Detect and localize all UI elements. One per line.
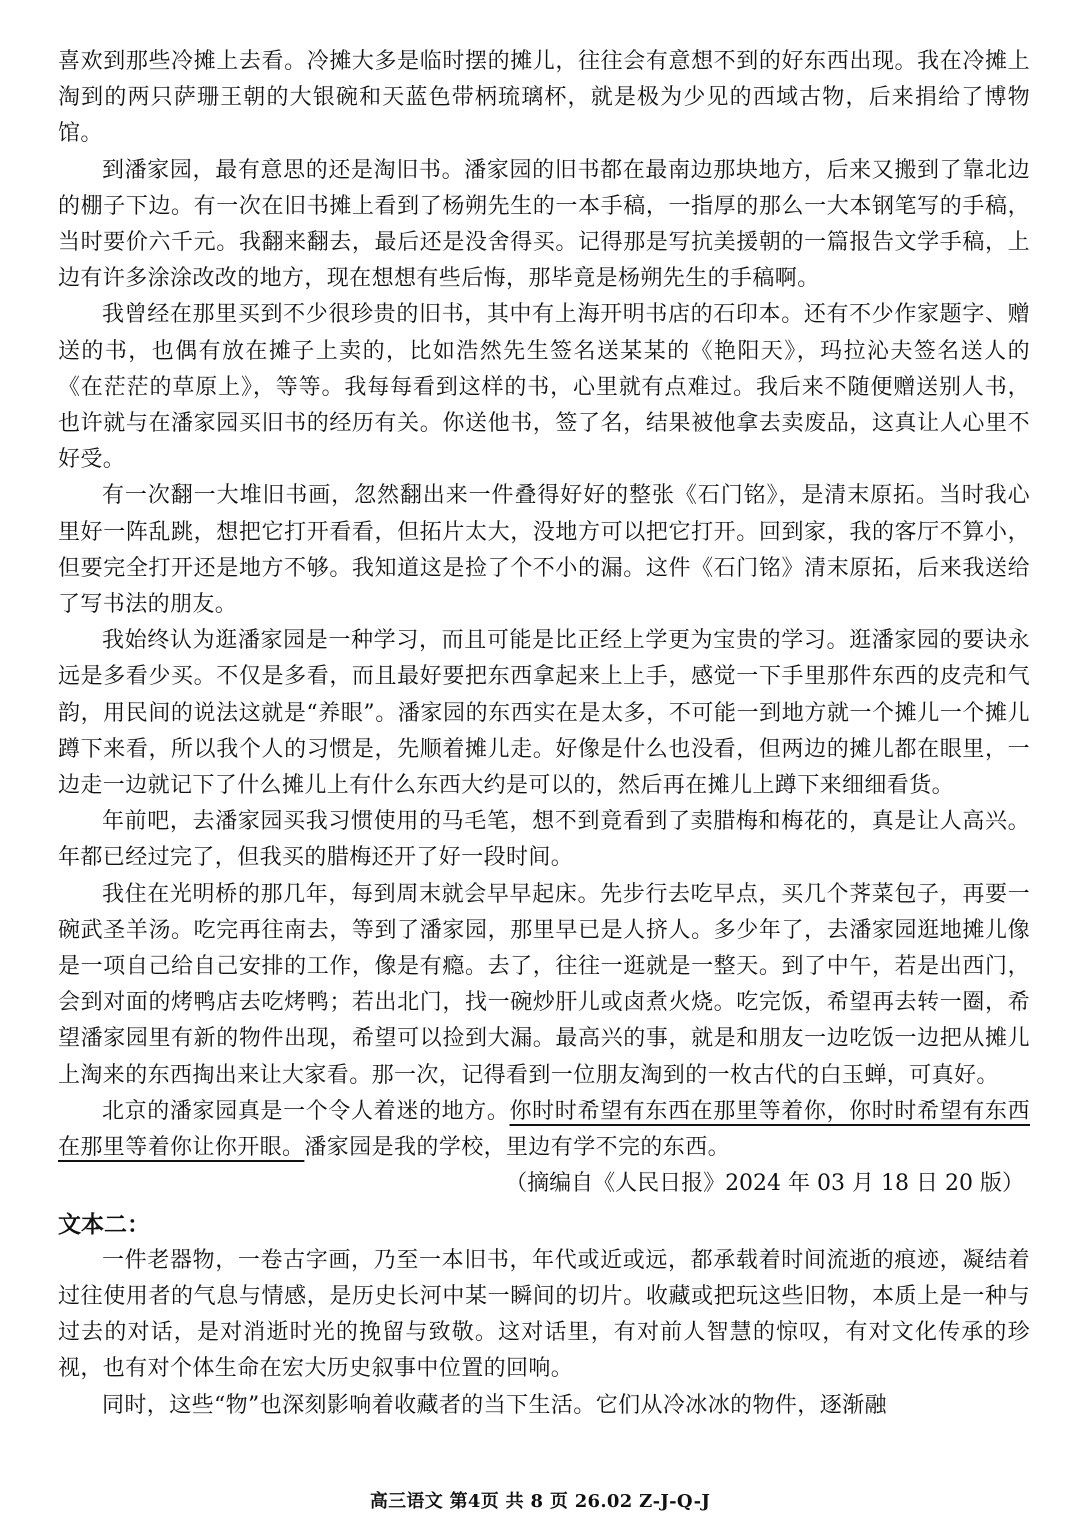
- paragraph-signed-books: 我曾经在那里买到不少很珍贵的旧书，其中有上海开明书店的石印本。还有不少作家题字、赠送的书，也偶有放在摊子上卖的，比如浩然先生签名送某某的《艳阳天》，玛拉沁夫签名送人的《在茫茫的草原上》，等等。我每每看到这样的书，心里就有点难过。我后来不随便赠送别人书，也许就与在潘家园买旧书的经历有关。你送他书，签了名，结果被他拿去卖废品，这真让人心里不好受。: [58, 302, 1030, 473]
- paragraph-wintersweet: 年前吧，去潘家园买我习惯使用的马毛笔，想不到竟看到了卖腊梅和梅花的，真是让人高兴。年都已经过完了，但我买的腊梅还开了好一段时间。: [58, 809, 1030, 871]
- paragraph-old-books: 到潘家园，最有意思的还是淘旧书。潘家园的旧书都在最南边那块地方，后来又搬到了靠北边的棚子下边。有一次在旧书摊上看到了杨朔先生的一本手稿，一指厚的那么一大本钢笔写的手稿，当时要价六千元。我翻来翻去，最后还是没舍得买。记得那是写抗美援朝的一篇报告文学手稿，上边有许多涂涂改改的地方，现在想想有些后悔，那毕竟是杨朔先生的手稿啊。: [58, 157, 1030, 292]
- paragraph-conclusion: [58, 1094, 1030, 1166]
- paragraph-cold-stalls: 喜欢到那些冷摊上去看。冷摊大多是临时摆的摊儿，往往会有意想不到的好东西出现。我在冷摊上淘到的两只萨珊王朝的大银碗和天蓝色带柄琉璃杯，就是极为少见的西域古物，后来捐给了博物馆。: [58, 49, 1030, 147]
- source-citation: （摘编自《人民日报》2024 年 03 月 18 日 20 版）: [505, 1171, 1024, 1197]
- paragraph-learning: 我始终认为逛潘家园是一种学习，而且可能是比正经上学更为宝贵的学习。逛潘家园的要诀永远是多看少买。不仅是多看，而且最好要把东西拿起来上上手，感觉一下手里那件东西的皮壳和气韵，用民间的说法这就是“养眼”。潘家园的东西实在是太多，不可能一到地方就一个摊儿一个摊儿蹲下来看，所以我个人的习惯是，先顺着摊儿走。好像是什么也没看，但两边的摊儿都在眼里，一边走一边就记下了什么摊儿上有什么东西大约是可以的，然后再在摊儿上蹲下来细细看货。: [58, 628, 1030, 799]
- paragraph-old-objects: 一件老器物，一卷古字画，乃至一本旧书，年代或近或远，都承载着时间流逝的痕迹，凝结着过往使用者的气息与情感，是历史长河中某一瞬间的切片。收藏或把玩这些旧物，本质上是一种与过去的对话，是对消逝时光的挽留与致敬。这对话里，有对前人智慧的惊叹，有对文化传承的珍视，也有对个体生命在宏大历史叙事中位置的回响。: [58, 1247, 1030, 1382]
- exam-page-content: [58, 44, 1030, 1424]
- paragraph-present-life: 同时，这些“物”也深刻影响着收藏者的当下生活。它们从冷冰冰的物件，逐渐融: [102, 1392, 887, 1418]
- conclusion-text-start: 北京的潘家园真是一个令人着迷的地方。: [102, 1098, 510, 1124]
- conclusion-text-end: 潘家园是我的学校，里边有学不完的东西。: [304, 1135, 731, 1161]
- paragraph-weekends: 我住在光明桥的那几年，每到周末就会早早起床。先步行去吃早点，买几个荠菜包子，再要一碗武圣羊汤。吃完再往南去，等到了潘家园，那里早已是人挤人。多少年了，去潘家园逛地摊儿像是一项自己给自己安排的工作，像是有瘾。去了，往往一逛就是一整天。到了中午，若是出西门，会到对面的烤鸭店去吃烤鸭；若出北门，找一碗炒肝儿或卤煮火烧。吃完饭，希望再去转一圈，希望潘家园里有新的物件出现，希望可以捡到大漏。最高兴的事，就是和朋友一边吃饭一边把从摊儿上淘来的东西掏出来让大家看。那一次，记得看到一位朋友淘到的一枚古代的白玉蝉，可真好。: [58, 881, 1030, 1088]
- text-two-heading: 文本二：: [58, 1211, 150, 1238]
- page-footer: 高三语文 第4页 共 8 页 26.02 Z-J-Q-J: [369, 1491, 711, 1512]
- underlined-sentence: 你时时希望有东西在那里等着你，你时时希望有东西在那里等着你让你开眼。: [58, 1098, 1031, 1161]
- paragraph-shimenming-rubbing: 有一次翻一大堆旧书画，忽然翻出来一件叠得好好的整张《石门铭》，是清末原拓。当时我心里好一阵乱跳，想把它打开看看，但拓片太大，没地方可以把它打开。回到家，我的客厅不算小，但要完全打开还是地方不够。我知道这是捡了个不小的漏。这件《石门铭》清末原拓，后来我送给了写书法的朋友。: [58, 483, 1030, 618]
